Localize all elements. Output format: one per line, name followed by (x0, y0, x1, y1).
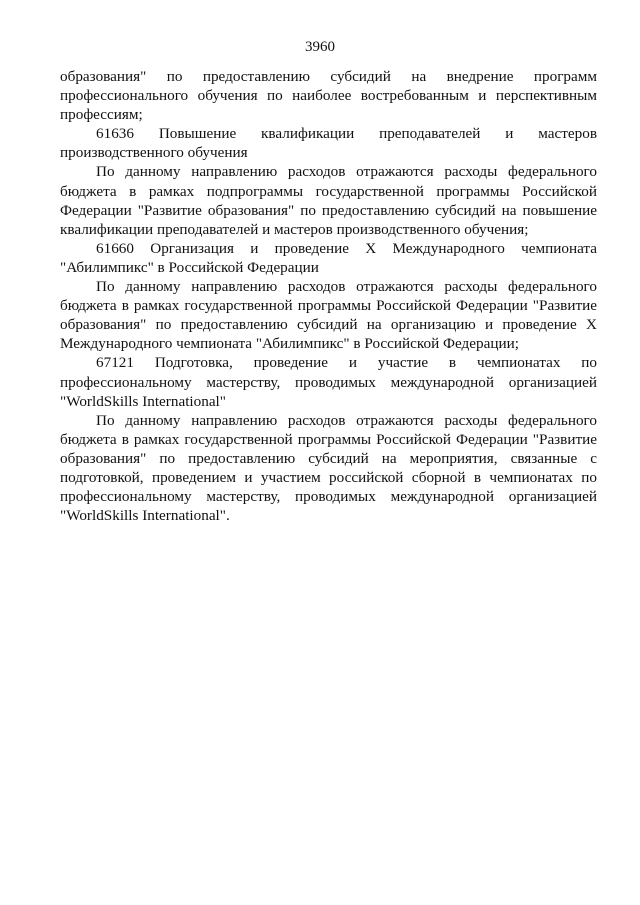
paragraph-continuation: образования" по предоставлению субсидий на внедрение программ профессионального обучения по наиболее востребованным и перспективным профессиям; (60, 68, 597, 124)
document-body (60, 67, 597, 525)
paragraph-code-67121: 67121 Подготовка, проведение и участие в чемпионатах по профессиональному мастерству, проводимых международной организацией "WorldSkills International" (60, 354, 597, 410)
page-number: 3960 (305, 39, 335, 55)
paragraph-code-61636: 61636 Повышение квалификации преподавателей и мастеров производственного обучения (60, 125, 597, 162)
paragraph-description-61660: По данному направлению расходов отражаются расходы федерального бюджета в рамках государственной программы Российской Федерации "Развитие образования" по предоставлению субсидий на организацию и проведение X Международного чемпионата "Абилимпикс" в Российской Федерации; (60, 278, 597, 353)
paragraph-description-67121: По данному направлению расходов отражаются расходы федерального бюджета в рамках государственной программы Российской Федерации "Развитие образования" по предоставлению субсидий на мероприятия, связанные с подготовкой, проведением и участием российской сборной в чемпионатах по профессиональному мастерству, проводимых международной организацией "WorldSkills International". (60, 411, 597, 525)
paragraph-code-61660: 61660 Организация и проведение X Международного чемпионата "Абилимпикс" в Российской Федерации (60, 239, 597, 276)
paragraph-description-61636: По данному направлению расходов отражаются расходы федерального бюджета в рамках подпрограммы государственной программы Российской Федерации "Развитие образования" по предоставлению субсидий на повышение квалификации преподавателей и мастеров производственного обучения; (60, 163, 597, 238)
